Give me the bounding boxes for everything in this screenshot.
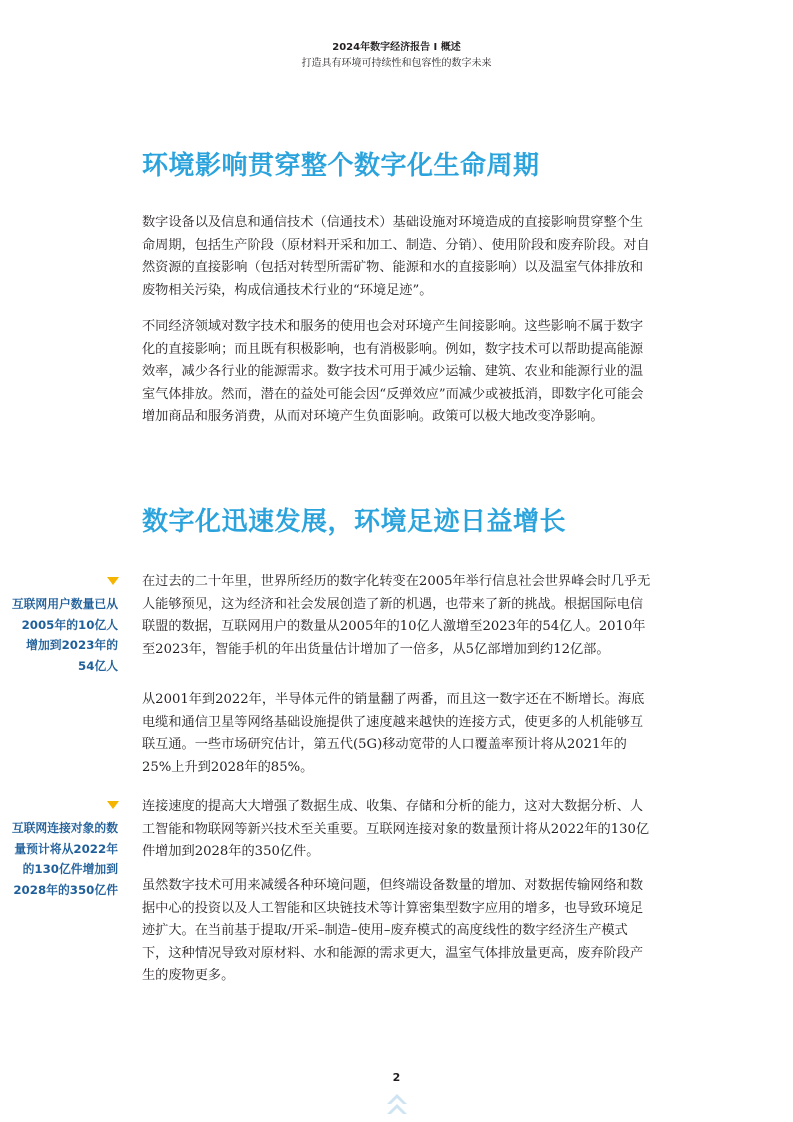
page-header [0, 40, 793, 72]
paragraph: 连接速度的提高大大增强了数据生成、收集、存储和分析的能力，这对大数据分析、人工智能和物联网等新兴技术至关重要。互联网连接对象的数量预计将从2022年的130亿件增加到2028年的350亿件。 [142, 799, 650, 860]
report-subtitle: 打造具有环境可持续性和包容性的数字未来 [301, 58, 492, 69]
paragraph: 虽然数字技术可用来减缓各种环境问题，但终端设备数量的增加、对数据传输网络和数据中心的投资以及人工智能和区块链技术等计算密集型数字应用的增多，也导致环境足迹扩大。在当前基于提取/开采–制造–使用–废弃模式的高度线性的数字经济生产模式下，这种情况导致对原材料、水和能源的需求更大，温室气体排放量更高，废弃阶段产生的废物更多。 [142, 878, 644, 984]
paragraph: 数字设备以及信息和通信技术（信通技术）基础设施对环境造成的直接影响贯穿整个生命周期，包括生产阶段（原材料开采和加工、制造、分销）、使用阶段和废弃阶段。对自然资源的直接影响（包括对转型所需矿物、能源和水的直接影响）以及温室气体排放和废物相关污染，构成信通技术行业的“环境足迹”。 [142, 215, 650, 298]
callout-marker-icon [107, 801, 119, 809]
page-number: 2 [392, 1071, 401, 1084]
paragraph: 从2001年到2022年，半导体元件的销量翻了两番，而且这一数字还在不断增长。海底电缆和通信卫星等网络基础设施提供了速度越来越快的连接方式，使更多的人机能够互联互通。一些市场研究估计，第五代(5G)移动宽带的人口覆盖率预计将从2021年的25%上升到2028年的85%。 [142, 692, 645, 775]
chevron-up-icon[interactable] [384, 1090, 410, 1118]
section-title-environmental-impact: 环境影响贯穿整个数字化生命周期 [142, 151, 540, 181]
report-title: 2024年数字经济报告 I 概述 [332, 42, 461, 53]
paragraph: 不同经济领域对数字技术和服务的使用也会对环境产生间接影响。这些影响不属于数字化的直接影响；而且既有积极影响，也有消极影响。例如，数字技术可以帮助提高能源效率，减少各行业的能源需求。数字技术可用于减少运输、建筑、农业和能源行业的温室气体排放。然而，潜在的益处可能会因“反弹效应”而减少或被抵消，即数字化可能会增加商品和服务消费，从而对环境产生负面影响。政策可以极大地改变净影响。 [142, 319, 644, 425]
callout-marker-icon [107, 577, 119, 585]
sidebar-callout-connected-objects: 互联网连接对象的数量预计将从2022年的130亿件增加到2028年的350亿件 [11, 821, 118, 897]
paragraph: 在过去的二十年里，世界所经历的数字化转变在2005年举行信息社会世界峰会时几乎无人能够预见，这为经济和社会发展创造了新的机遇，也带来了新的挑战。根据国际电信联盟的数据，互联网用户的数量从2005年的10亿人激增至2023年的54亿人。2010年至2023年，智能手机的年出货量估计增加了一倍多，从5亿部增加到约12亿部。 [142, 574, 651, 657]
section-title-digitalization-growth: 数字化迅速发展，环境足迹日益增长 [142, 507, 567, 537]
sidebar-callout-internet-users: 互联网用户数量已从2005年的10亿人增加到2023年的54亿人 [11, 597, 118, 673]
